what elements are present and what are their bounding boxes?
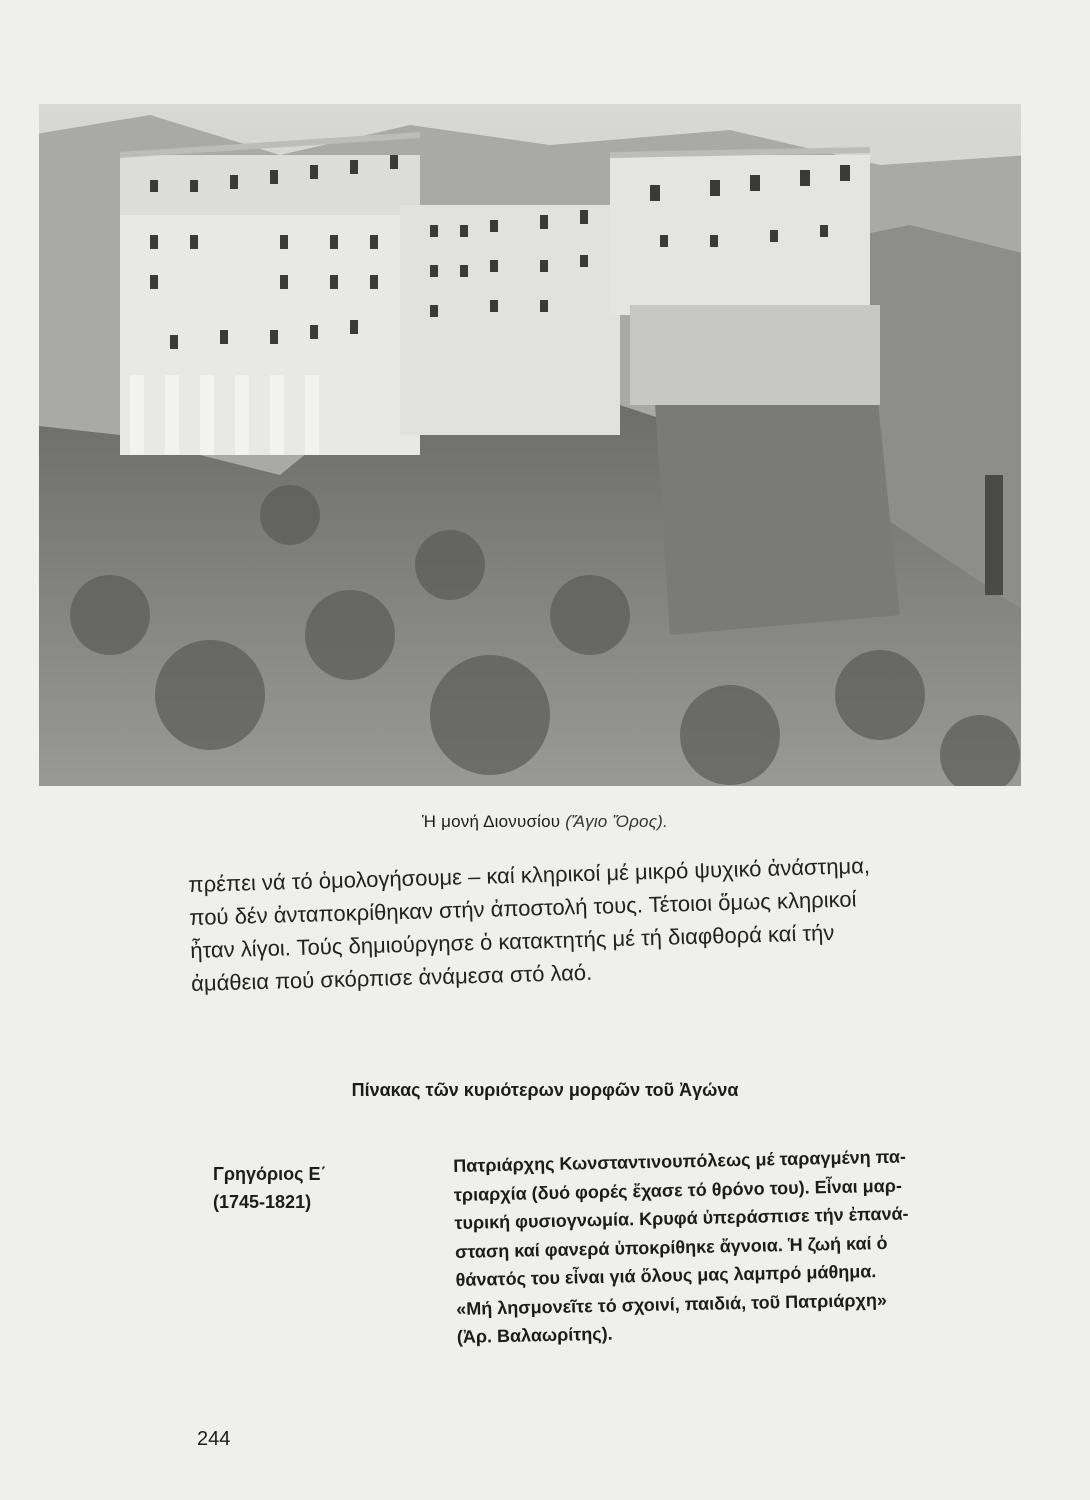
- body-line: ἦταν λίγοι. Τούς δημιούργησε ὁ κατακτητής μέ τή διαφθορά καί τήν: [189, 919, 835, 963]
- entry-years: (1745-1821): [213, 1192, 312, 1212]
- entry-desc-line: τυρική φυσιογνωμία. Κρυφά ὑπεράσπισε τήν ἐπανά-: [454, 1203, 909, 1233]
- body-line: ἀμάθεια πού σκόρπισε ἀνάμεσα στό λαό.: [190, 959, 593, 996]
- entry-name: Γρηγόριος Ε΄: [213, 1164, 327, 1184]
- entry-desc-line: σταση καί φανερά ὑποκρίθηκε ἄγνοια. Ἡ ζωή καί ὁ: [454, 1232, 888, 1262]
- monastery-photo-drawing: [30, 95, 1030, 795]
- entry-desc-line: θάνατός του εἶναι γιά ὅλους μας λαμπρό μάθημα.: [455, 1261, 877, 1290]
- entry-desc-line: (Ἀρ. Βαλαωρίτης).: [456, 1323, 613, 1347]
- entry-desc-line: «Μή λησμονεῖτε τό σχοινί, παιδιά, τοῦ Πατριάρχη»: [456, 1289, 888, 1319]
- body-line: πρέπει νά τό ὁμολογήσουμε – καί κληρικοί μέ μικρό ψυχικό ἀνάστημα,: [188, 852, 871, 897]
- table-title: Πίνακας τῶν κυριότερων μορφῶν τοῦ Ἀγώνα: [351, 1080, 739, 1100]
- caption-title: Ἡ μονή Διονυσίου: [422, 812, 561, 831]
- monastery-photo: [30, 95, 1030, 795]
- caption-place: (Ἅγιο Ὄρος).: [565, 812, 668, 831]
- entry-name-block: [213, 1160, 433, 1216]
- entry-desc-line: Πατριάρχης Κωνσταντινουπόλεως μέ ταραγμένη πα-: [453, 1146, 907, 1176]
- photo-caption: [0, 812, 1090, 832]
- entry-description: [453, 1140, 1012, 1351]
- page-number: 244: [197, 1428, 231, 1450]
- body-line: πού δέν ἀνταποκρίθηκαν στήν ἀποστολή τους. Τέτοιοι ὅμως κληρικοί: [189, 886, 857, 930]
- body-paragraph: [188, 844, 1051, 1000]
- entry-desc-line: τριαρχία (δυό φορές ἔχασε τό θρόνο του). Εἶναι μαρ-: [453, 1175, 903, 1205]
